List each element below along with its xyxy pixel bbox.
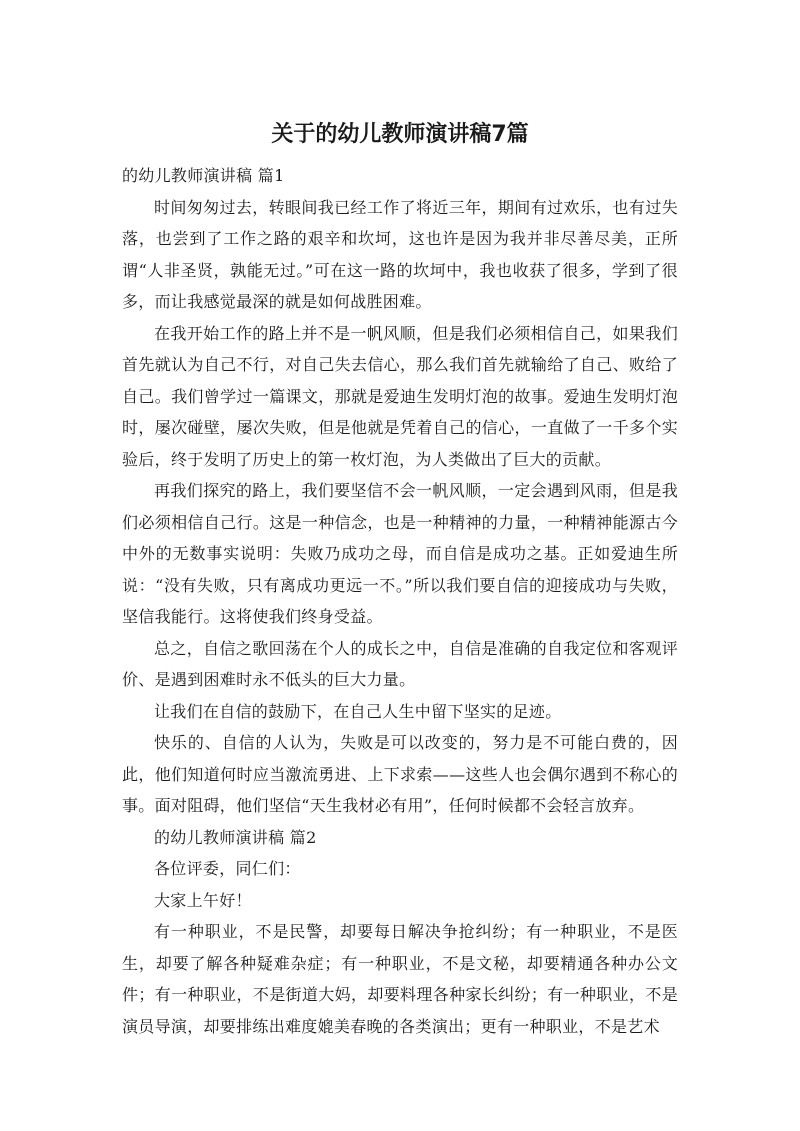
paragraph: 在我开始工作的路上并不是一帆风顺，但是我们必须相信自己，如果我们首先就认为自己不行，对自己失去信心，那么我们首先就输给了自己、败给了自己。我们曾学过一篇课文，那就是爱迪生发明灯泡的故事。爱迪生发明灯泡时，屡次碰壁，屡次失败，但是他就是凭着自己的信心，一直做了一千多个实验后，终于发明了历史上的第一枚灯泡，为人类做出了巨大的贡献。 [122, 323, 678, 469]
document-body [122, 160, 678, 1042]
paragraph: 总之，自信之歌回荡在个人的成长之中，自信是准确的自我定位和客观评价、是遇到困难时永不低头的巨大力量。 [122, 638, 678, 689]
section-heading: 的幼儿教师演讲稿 篇2 [154, 827, 317, 847]
paragraph: 让我们在自信的鼓励下，在自己人生中留下坚实的足迹。 [154, 701, 562, 721]
paragraph: 有一种职业，不是民警，却要每日解决争抢纠纷；有一种职业，不是医生，却要了解各种疑难杂症；有一种职业，不是文秘，却要精通各种办公文件；有一种职业，不是街道大妈，却要料理各种家长纠纷；有一种职业，不是演员导演，却要排练出难度媲美春晚的各类演出；更有一种职业，不是艺术 [122, 922, 678, 1036]
document-title: 关于的幼儿教师演讲稿7篇 [271, 122, 529, 147]
paragraph: 再我们探究的路上，我们要坚信不会一帆风顺，一定会遇到风雨，但是我们必须相信自己行。这是一种信念，也是一种精神的力量，一种精神能源古今中外的无数事实说明：失败乃成功之母，而自信是成功之基。正如爱迪生所说：“没有失败，只有离成功更远一不。”所以我们要自信的迎接成功与失败，坚信我能行。这将使我们终身受益。 [122, 481, 678, 626]
paragraph: 各位评委，同仁们： [154, 859, 301, 878]
paragraph: 时间匆匆过去，转眼间我已经工作了将近三年，期间有过欢乐，也有过失落，也尝到了工作之路的艰辛和坎坷，这也许是因为我并非尽善尽美，正所谓“人非圣贤，孰能无过。”可在这一路的坎坷中，我也收获了很多，学到了很多，而让我感觉最深的就是如何战胜困难。 [122, 197, 678, 311]
paragraph: 快乐的、自信的人认为，失败是可以改变的，努力是不可能白费的，因此，他们知道何时应当激流勇进、上下求索——这些人也会偶尔遇到不称心的事。面对阻碍，他们坚信“天生我材必有用”，任何时候都不会轻言放弃。 [122, 733, 678, 815]
paragraph: 大家上午好！ [154, 890, 252, 910]
section-heading: 的幼儿教师演讲稿 篇1 [122, 166, 285, 185]
